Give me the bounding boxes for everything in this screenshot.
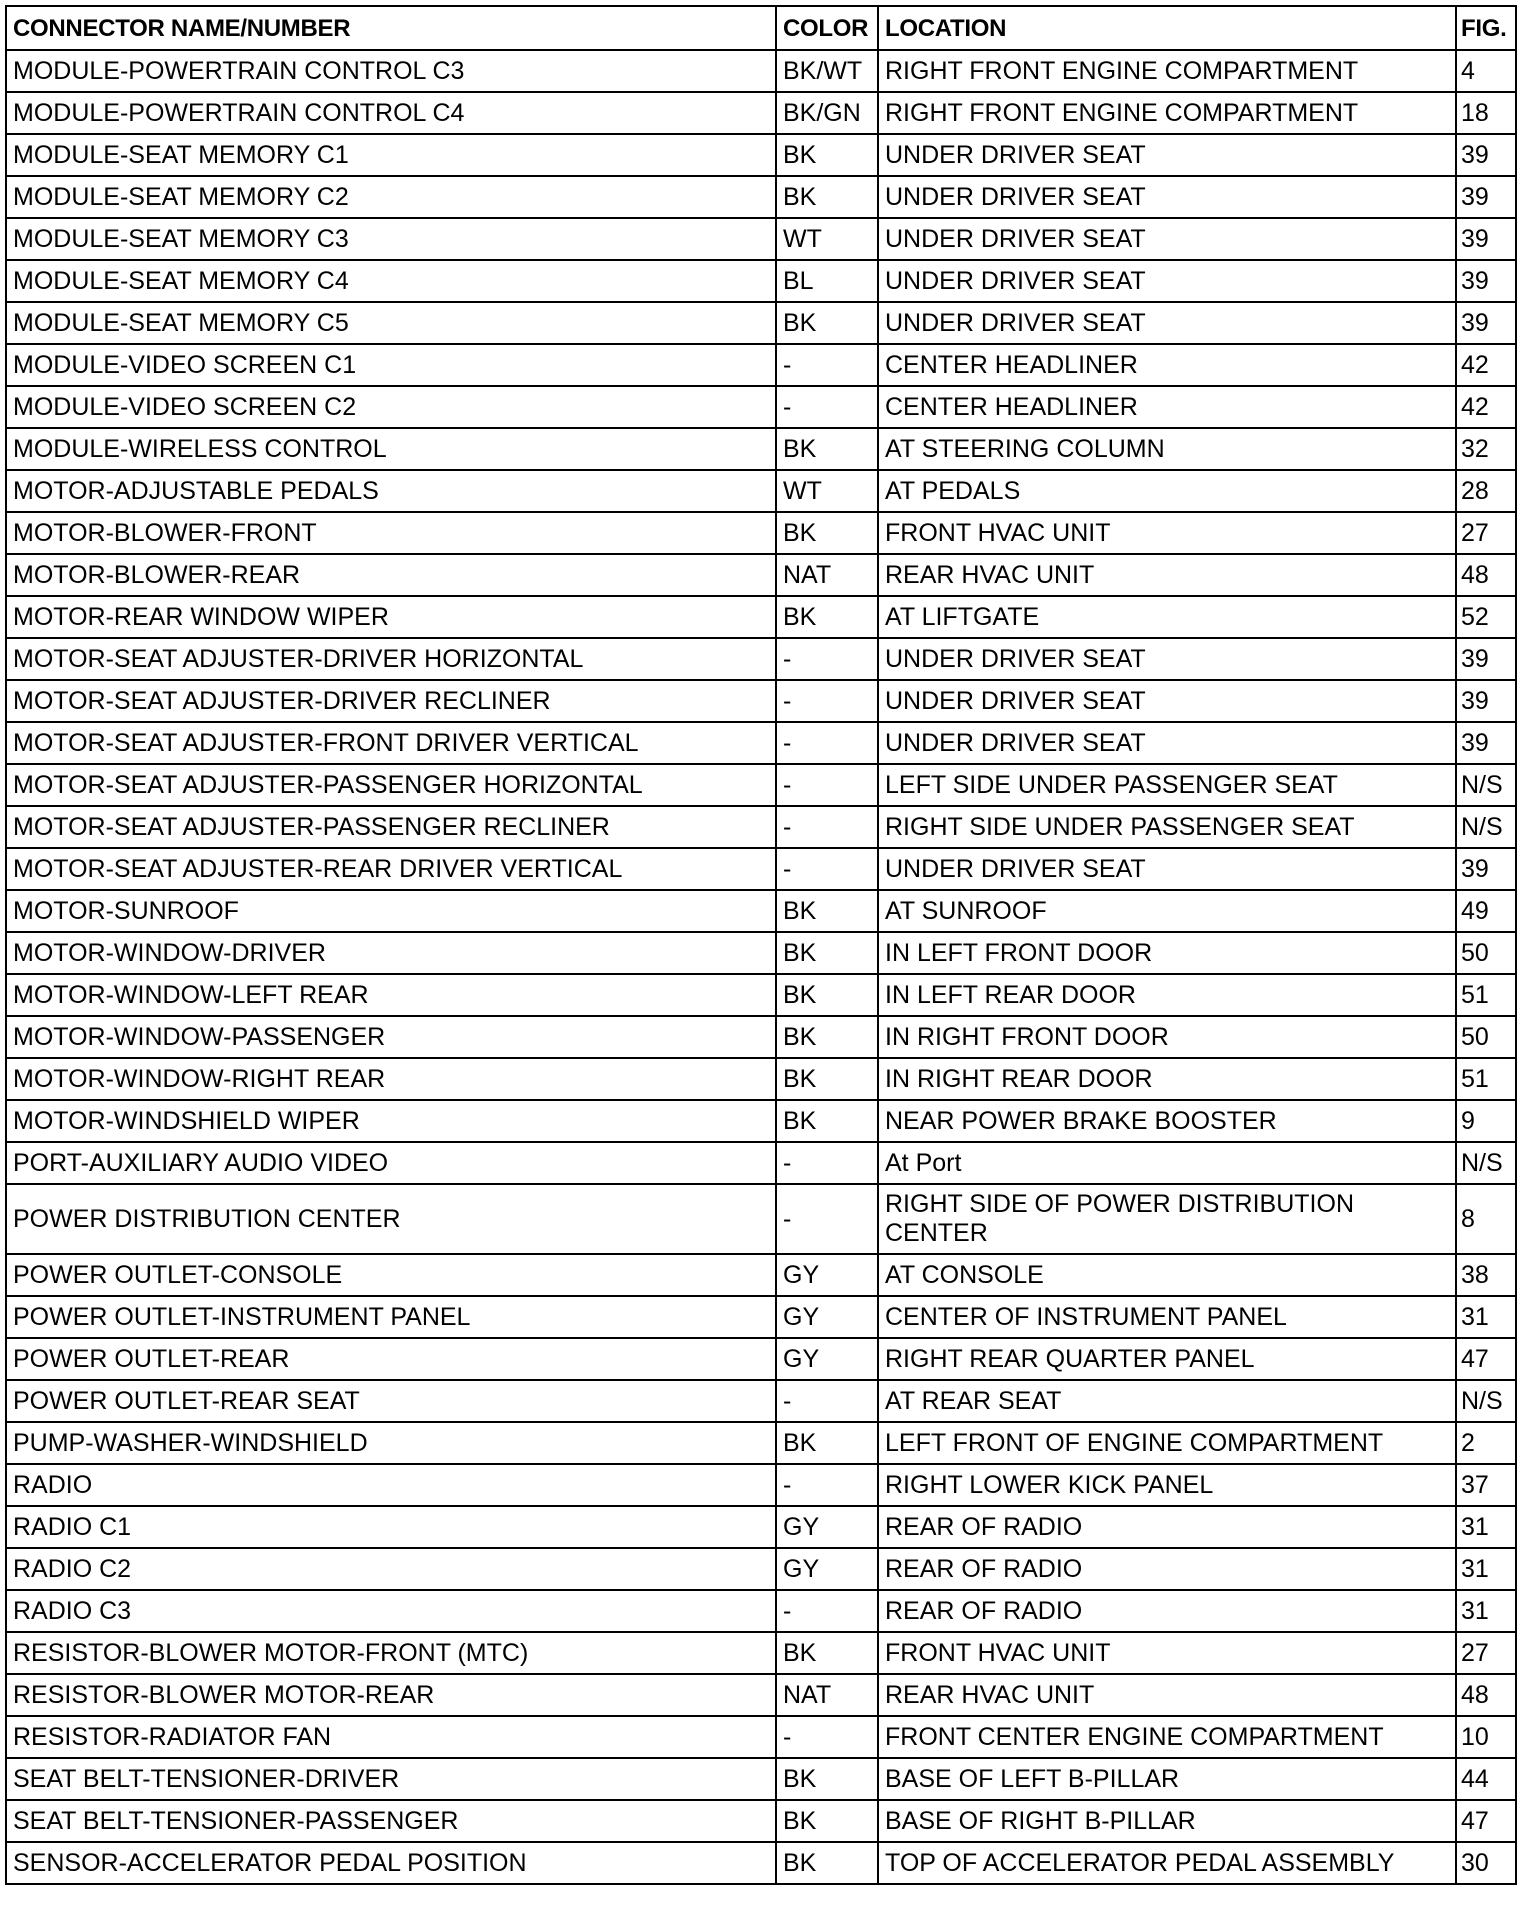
connector-name-cell: MOTOR-WINDOW-PASSENGER	[6, 1016, 776, 1058]
location-cell: BASE OF RIGHT B-PILLAR	[878, 1800, 1456, 1842]
fig-cell: 49	[1456, 890, 1516, 932]
table-row	[6, 1142, 1516, 1184]
color-cell: -	[776, 386, 878, 428]
location-cell: AT PEDALS	[878, 470, 1456, 512]
table-row	[6, 596, 1516, 638]
fig-cell: 42	[1456, 344, 1516, 386]
location-cell: CENTER HEADLINER	[878, 386, 1456, 428]
table-row	[6, 1296, 1516, 1338]
table-row	[6, 680, 1516, 722]
color-cell: BK	[776, 890, 878, 932]
location-cell: IN RIGHT FRONT DOOR	[878, 1016, 1456, 1058]
color-cell: -	[776, 638, 878, 680]
connector-name-cell: MOTOR-SEAT ADJUSTER-DRIVER RECLINER	[6, 680, 776, 722]
connector-name-cell: POWER DISTRIBUTION CENTER	[6, 1184, 776, 1254]
fig-cell: 28	[1456, 470, 1516, 512]
fig-cell: N/S	[1456, 1380, 1516, 1422]
table-row	[6, 1058, 1516, 1100]
location-cell: IN LEFT REAR DOOR	[878, 974, 1456, 1016]
table-row	[6, 638, 1516, 680]
color-cell: GY	[776, 1296, 878, 1338]
table-row	[6, 92, 1516, 134]
table-row	[6, 1674, 1516, 1716]
table-row	[6, 1100, 1516, 1142]
location-cell: REAR OF RADIO	[878, 1506, 1456, 1548]
table-row	[6, 218, 1516, 260]
location-cell: RIGHT FRONT ENGINE COMPARTMENT	[878, 92, 1456, 134]
color-cell: -	[776, 1184, 878, 1254]
table-row	[6, 974, 1516, 1016]
table-row	[6, 1184, 1516, 1254]
location-cell: RIGHT SIDE OF POWER DISTRIBUTION CENTER	[878, 1184, 1456, 1254]
connector-name-cell: RADIO C3	[6, 1590, 776, 1632]
table-row	[6, 1464, 1516, 1506]
connector-name-cell: MOTOR-BLOWER-FRONT	[6, 512, 776, 554]
location-cell: AT SUNROOF	[878, 890, 1456, 932]
color-cell: WT	[776, 470, 878, 512]
fig-cell: 42	[1456, 386, 1516, 428]
connector-name-cell: RADIO C1	[6, 1506, 776, 1548]
color-cell: -	[776, 848, 878, 890]
table-row	[6, 932, 1516, 974]
connector-name-cell: RADIO C2	[6, 1548, 776, 1590]
connector-name-cell: POWER OUTLET-INSTRUMENT PANEL	[6, 1296, 776, 1338]
fig-cell: 39	[1456, 848, 1516, 890]
location-cell: NEAR POWER BRAKE BOOSTER	[878, 1100, 1456, 1142]
table-row	[6, 134, 1516, 176]
fig-cell: 37	[1456, 1464, 1516, 1506]
fig-cell: 44	[1456, 1758, 1516, 1800]
color-cell: BK	[776, 428, 878, 470]
fig-cell: 52	[1456, 596, 1516, 638]
header-color: COLOR	[776, 6, 878, 50]
location-cell: FRONT CENTER ENGINE COMPARTMENT	[878, 1716, 1456, 1758]
location-cell: RIGHT LOWER KICK PANEL	[878, 1464, 1456, 1506]
table-row	[6, 1758, 1516, 1800]
connector-name-cell: MODULE-VIDEO SCREEN C1	[6, 344, 776, 386]
color-cell: BK	[776, 176, 878, 218]
table-row	[6, 1632, 1516, 1674]
location-cell: LEFT FRONT OF ENGINE COMPARTMENT	[878, 1422, 1456, 1464]
connector-name-cell: MODULE-SEAT MEMORY C1	[6, 134, 776, 176]
location-cell: RIGHT SIDE UNDER PASSENGER SEAT	[878, 806, 1456, 848]
table-row	[6, 890, 1516, 932]
connector-name-cell: MODULE-VIDEO SCREEN C2	[6, 386, 776, 428]
color-cell: GY	[776, 1506, 878, 1548]
color-cell: BK	[776, 1758, 878, 1800]
connector-name-cell: RESISTOR-BLOWER MOTOR-FRONT (MTC)	[6, 1632, 776, 1674]
connector-name-cell: MOTOR-SEAT ADJUSTER-DRIVER HORIZONTAL	[6, 638, 776, 680]
location-cell: UNDER DRIVER SEAT	[878, 218, 1456, 260]
location-cell: RIGHT REAR QUARTER PANEL	[878, 1338, 1456, 1380]
table-row	[6, 1422, 1516, 1464]
fig-cell: 48	[1456, 1674, 1516, 1716]
connector-name-cell: MODULE-WIRELESS CONTROL	[6, 428, 776, 470]
location-cell: REAR HVAC UNIT	[878, 554, 1456, 596]
table-row	[6, 1016, 1516, 1058]
table-row	[6, 1842, 1516, 1884]
table-row	[6, 1254, 1516, 1296]
fig-cell: 31	[1456, 1590, 1516, 1632]
fig-cell: 51	[1456, 974, 1516, 1016]
location-cell: At Port	[878, 1142, 1456, 1184]
location-cell: AT LIFTGATE	[878, 596, 1456, 638]
fig-cell: N/S	[1456, 764, 1516, 806]
connector-name-cell: SEAT BELT-TENSIONER-PASSENGER	[6, 1800, 776, 1842]
location-cell: UNDER DRIVER SEAT	[878, 176, 1456, 218]
fig-cell: 27	[1456, 1632, 1516, 1674]
fig-cell: 27	[1456, 512, 1516, 554]
connector-name-cell: RADIO	[6, 1464, 776, 1506]
connector-name-cell: POWER OUTLET-REAR SEAT	[6, 1380, 776, 1422]
color-cell: BK	[776, 1632, 878, 1674]
connector-name-cell: MOTOR-WINDOW-DRIVER	[6, 932, 776, 974]
color-cell: BK	[776, 1100, 878, 1142]
connector-name-cell: PUMP-WASHER-WINDSHIELD	[6, 1422, 776, 1464]
fig-cell: 39	[1456, 176, 1516, 218]
table-row	[6, 1338, 1516, 1380]
fig-cell: 2	[1456, 1422, 1516, 1464]
connector-name-cell: RESISTOR-RADIATOR FAN	[6, 1716, 776, 1758]
color-cell: BK	[776, 512, 878, 554]
color-cell: -	[776, 1142, 878, 1184]
location-cell: UNDER DRIVER SEAT	[878, 260, 1456, 302]
fig-cell: 8	[1456, 1184, 1516, 1254]
location-cell: UNDER DRIVER SEAT	[878, 134, 1456, 176]
connector-name-cell: POWER OUTLET-CONSOLE	[6, 1254, 776, 1296]
header-connector-name: CONNECTOR NAME/NUMBER	[6, 6, 776, 50]
table-row	[6, 1380, 1516, 1422]
fig-cell: 39	[1456, 260, 1516, 302]
fig-cell: 31	[1456, 1548, 1516, 1590]
color-cell: -	[776, 722, 878, 764]
location-cell: UNDER DRIVER SEAT	[878, 302, 1456, 344]
connector-name-cell: MOTOR-SEAT ADJUSTER-FRONT DRIVER VERTICAL	[6, 722, 776, 764]
location-cell: REAR OF RADIO	[878, 1548, 1456, 1590]
color-cell: BL	[776, 260, 878, 302]
table-row	[6, 848, 1516, 890]
fig-cell: 9	[1456, 1100, 1516, 1142]
connector-table-sheet	[5, 5, 1515, 1885]
location-cell: CENTER OF INSTRUMENT PANEL	[878, 1296, 1456, 1338]
connector-name-cell: MODULE-POWERTRAIN CONTROL C3	[6, 50, 776, 92]
connector-name-cell: MODULE-POWERTRAIN CONTROL C4	[6, 92, 776, 134]
color-cell: BK	[776, 974, 878, 1016]
fig-cell: 39	[1456, 638, 1516, 680]
fig-cell: 39	[1456, 218, 1516, 260]
connector-name-cell: MODULE-SEAT MEMORY C4	[6, 260, 776, 302]
connector-name-cell: MOTOR-WINDOW-LEFT REAR	[6, 974, 776, 1016]
table-row	[6, 428, 1516, 470]
location-cell: UNDER DRIVER SEAT	[878, 722, 1456, 764]
connector-name-cell: SEAT BELT-TENSIONER-DRIVER	[6, 1758, 776, 1800]
table-body	[6, 50, 1516, 1884]
color-cell: -	[776, 764, 878, 806]
fig-cell: 31	[1456, 1296, 1516, 1338]
location-cell: TOP OF ACCELERATOR PEDAL ASSEMBLY	[878, 1842, 1456, 1884]
color-cell: BK/GN	[776, 92, 878, 134]
color-cell: -	[776, 344, 878, 386]
location-cell: BASE OF LEFT B-PILLAR	[878, 1758, 1456, 1800]
connector-name-cell: POWER OUTLET-REAR	[6, 1338, 776, 1380]
fig-cell: 51	[1456, 1058, 1516, 1100]
location-cell: FRONT HVAC UNIT	[878, 512, 1456, 554]
table-row	[6, 722, 1516, 764]
fig-cell: 47	[1456, 1800, 1516, 1842]
connector-name-cell: MOTOR-SUNROOF	[6, 890, 776, 932]
location-cell: IN RIGHT REAR DOOR	[878, 1058, 1456, 1100]
color-cell: BK	[776, 1842, 878, 1884]
connector-name-cell: MOTOR-SEAT ADJUSTER-PASSENGER HORIZONTAL	[6, 764, 776, 806]
color-cell: BK	[776, 1058, 878, 1100]
connector-name-cell: MODULE-SEAT MEMORY C5	[6, 302, 776, 344]
location-cell: RIGHT FRONT ENGINE COMPARTMENT	[878, 50, 1456, 92]
color-cell: BK	[776, 932, 878, 974]
header-fig: FIG.	[1456, 6, 1516, 50]
connector-name-cell: MODULE-SEAT MEMORY C2	[6, 176, 776, 218]
fig-cell: 31	[1456, 1506, 1516, 1548]
location-cell: REAR HVAC UNIT	[878, 1674, 1456, 1716]
table-row	[6, 1548, 1516, 1590]
location-cell: CENTER HEADLINER	[878, 344, 1456, 386]
table-row	[6, 1506, 1516, 1548]
location-cell: FRONT HVAC UNIT	[878, 1632, 1456, 1674]
color-cell: BK	[776, 134, 878, 176]
table-row	[6, 470, 1516, 512]
location-cell: UNDER DRIVER SEAT	[878, 680, 1456, 722]
connector-name-cell: MOTOR-WINDOW-RIGHT REAR	[6, 1058, 776, 1100]
fig-cell: 32	[1456, 428, 1516, 470]
fig-cell: 4	[1456, 50, 1516, 92]
location-cell: AT REAR SEAT	[878, 1380, 1456, 1422]
color-cell: NAT	[776, 1674, 878, 1716]
location-cell: UNDER DRIVER SEAT	[878, 848, 1456, 890]
color-cell: GY	[776, 1338, 878, 1380]
fig-cell: N/S	[1456, 806, 1516, 848]
color-cell: -	[776, 1380, 878, 1422]
table-row	[6, 806, 1516, 848]
fig-cell: 39	[1456, 134, 1516, 176]
table-row	[6, 176, 1516, 218]
color-cell: -	[776, 1716, 878, 1758]
location-cell: IN LEFT FRONT DOOR	[878, 932, 1456, 974]
fig-cell: 48	[1456, 554, 1516, 596]
fig-cell: 47	[1456, 1338, 1516, 1380]
color-cell: BK	[776, 1016, 878, 1058]
table-row	[6, 386, 1516, 428]
connector-name-cell: MOTOR-REAR WINDOW WIPER	[6, 596, 776, 638]
color-cell: BK	[776, 1422, 878, 1464]
connector-name-cell: MOTOR-WINDSHIELD WIPER	[6, 1100, 776, 1142]
connector-name-cell: MOTOR-ADJUSTABLE PEDALS	[6, 470, 776, 512]
fig-cell: 39	[1456, 302, 1516, 344]
fig-cell: 10	[1456, 1716, 1516, 1758]
fig-cell: 39	[1456, 680, 1516, 722]
color-cell: GY	[776, 1254, 878, 1296]
connector-name-cell: MOTOR-SEAT ADJUSTER-PASSENGER RECLINER	[6, 806, 776, 848]
color-cell: NAT	[776, 554, 878, 596]
color-cell: -	[776, 1464, 878, 1506]
fig-cell: N/S	[1456, 1142, 1516, 1184]
fig-cell: 30	[1456, 1842, 1516, 1884]
location-cell: AT STEERING COLUMN	[878, 428, 1456, 470]
fig-cell: 39	[1456, 722, 1516, 764]
header-location: LOCATION	[878, 6, 1456, 50]
fig-cell: 18	[1456, 92, 1516, 134]
connector-name-cell: PORT-AUXILIARY AUDIO VIDEO	[6, 1142, 776, 1184]
table-row	[6, 554, 1516, 596]
color-cell: BK	[776, 302, 878, 344]
location-cell: AT CONSOLE	[878, 1254, 1456, 1296]
fig-cell: 38	[1456, 1254, 1516, 1296]
color-cell: -	[776, 680, 878, 722]
table-row	[6, 1590, 1516, 1632]
table-row	[6, 50, 1516, 92]
table-row	[6, 764, 1516, 806]
location-cell: LEFT SIDE UNDER PASSENGER SEAT	[878, 764, 1456, 806]
color-cell: -	[776, 806, 878, 848]
connector-name-cell: MOTOR-BLOWER-REAR	[6, 554, 776, 596]
color-cell: GY	[776, 1548, 878, 1590]
color-cell: BK	[776, 1800, 878, 1842]
color-cell: BK	[776, 596, 878, 638]
header-row	[6, 6, 1516, 50]
location-cell: REAR OF RADIO	[878, 1590, 1456, 1632]
table-row	[6, 260, 1516, 302]
table-row	[6, 1716, 1516, 1758]
fig-cell: 50	[1456, 932, 1516, 974]
color-cell: BK/WT	[776, 50, 878, 92]
color-cell: WT	[776, 218, 878, 260]
table-row	[6, 302, 1516, 344]
connector-name-cell: RESISTOR-BLOWER MOTOR-REAR	[6, 1674, 776, 1716]
fig-cell: 50	[1456, 1016, 1516, 1058]
connector-name-cell: SENSOR-ACCELERATOR PEDAL POSITION	[6, 1842, 776, 1884]
table-row	[6, 344, 1516, 386]
connector-name-cell: MODULE-SEAT MEMORY C3	[6, 218, 776, 260]
connector-name-cell: MOTOR-SEAT ADJUSTER-REAR DRIVER VERTICAL	[6, 848, 776, 890]
location-cell: UNDER DRIVER SEAT	[878, 638, 1456, 680]
table-row	[6, 512, 1516, 554]
connector-table	[5, 5, 1517, 1885]
color-cell: -	[776, 1590, 878, 1632]
table-row	[6, 1800, 1516, 1842]
